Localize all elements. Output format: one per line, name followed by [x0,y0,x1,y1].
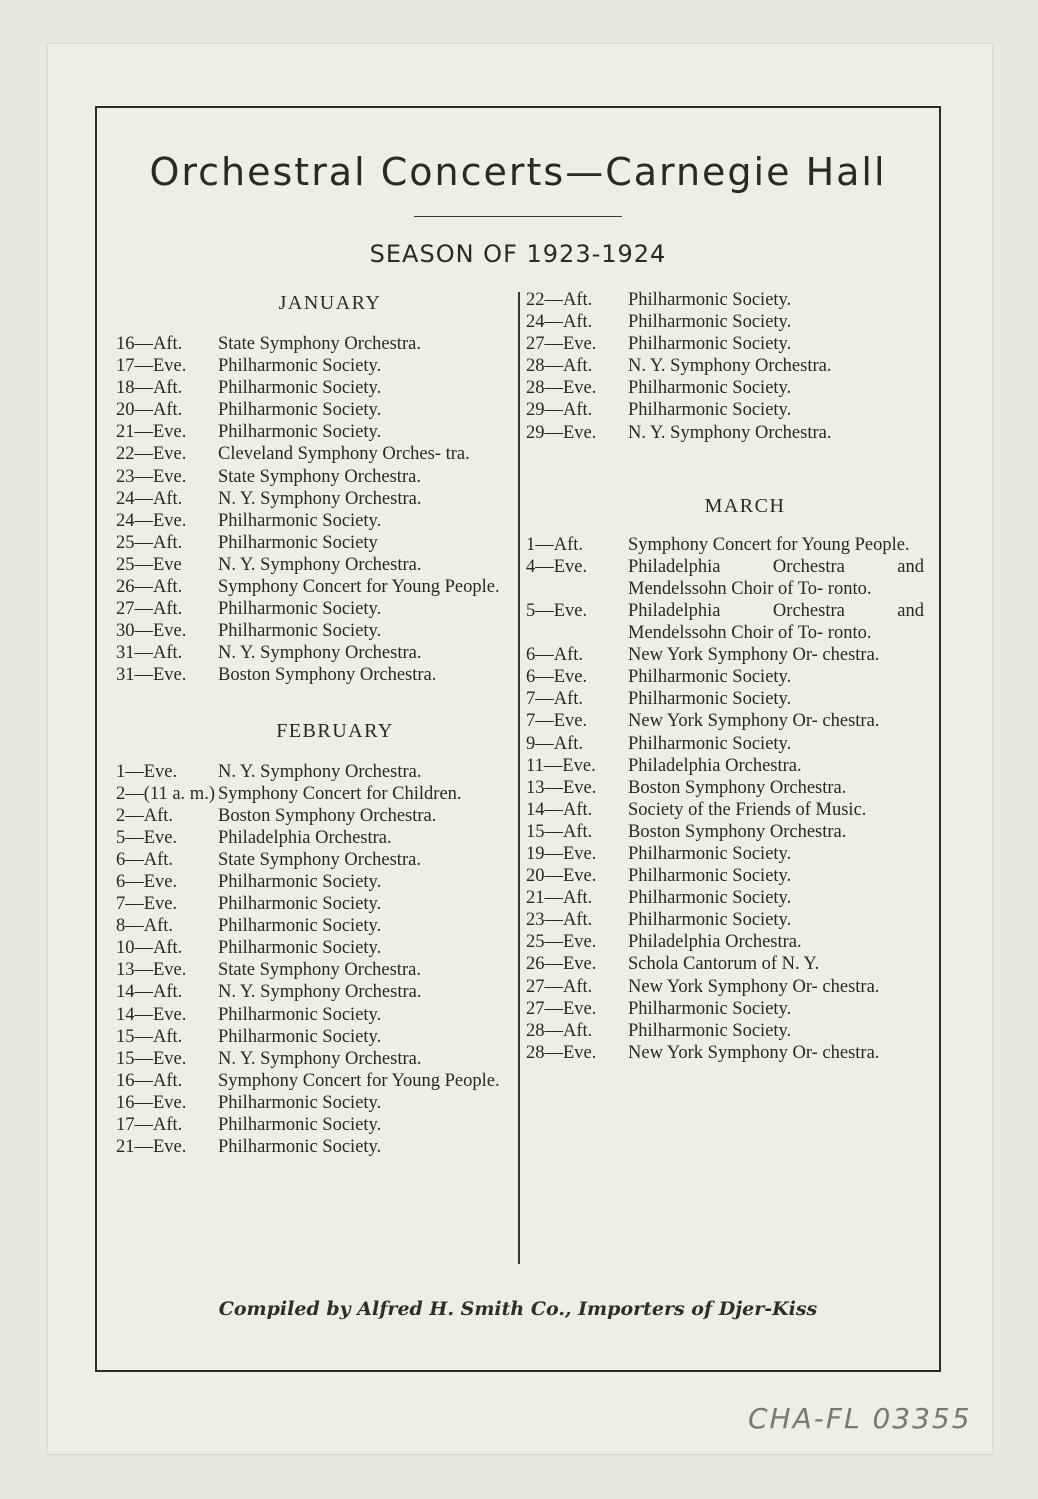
concert-entry [526,799,924,821]
concert-date: 13—Eve. [526,777,597,798]
concert-entry [116,761,514,783]
concert-entry [526,821,924,843]
concert-entry [526,710,924,732]
concert-entry [526,311,924,333]
concert-date: 22—Aft. [526,290,593,310]
concert-orchestra: Symphony Concert for Young People. [218,577,500,598]
concert-entry [526,644,924,666]
concert-entry [116,399,514,421]
concert-date: 27—Eve. [526,998,597,1019]
concert-orchestra: Philharmonic Society. [218,378,382,399]
concert-date: 26—Eve. [526,954,597,975]
concert-date: 2—Aft. [116,805,174,826]
concert-entry [116,893,514,915]
concert-orchestra: Philadelphia Orchestra and Mendelssohn Choir of To- ronto. [628,600,924,644]
concert-entry [116,805,514,827]
concert-orchestra: N. Y. Symphony Orchestra. [218,643,422,664]
month-march: MARCH [704,494,786,517]
concert-entry [116,937,514,959]
concert-entry [526,1020,924,1042]
concert-orchestra: Philharmonic Society. [628,910,792,931]
concert-orchestra: Symphony Concert for Young People. [218,1070,500,1091]
concert-entry [526,534,924,556]
concert-orchestra: Philharmonic Society. [628,866,792,887]
concert-orchestra: Philharmonic Society. [628,400,792,421]
title-rule [414,216,622,217]
right-column [526,289,924,1064]
concert-entry [116,1070,514,1092]
concert-entry [116,642,514,664]
concert-entry [526,556,924,600]
concert-entry [526,333,924,355]
concert-entry [526,843,924,865]
concert-date: 14—Aft. [116,982,183,1003]
concert-date: 1—Eve. [116,761,178,782]
concert-orchestra: Philharmonic Society. [218,871,382,892]
concert-date: 21—Eve. [116,1137,187,1158]
concert-date: 11—Eve. [526,755,596,776]
concert-entry [526,953,924,975]
concert-orchestra: Philharmonic Society. [218,1004,382,1025]
concert-entry [116,333,514,355]
concert-date: 20—Eve. [526,866,597,887]
concert-orchestra: Philharmonic Society. [628,843,792,864]
concert-entry [116,466,514,488]
concert-orchestra: Philadelphia Orchestra. [218,827,392,848]
concert-orchestra: Philharmonic Society. [628,290,792,310]
february-list-left [116,761,514,1159]
concert-entry [526,887,924,909]
concert-date: 17—Aft. [116,1115,183,1135]
concert-date: 13—Eve. [116,960,187,981]
concert-date: 23—Eve. [116,466,187,487]
concert-entry [526,600,924,644]
concert-orchestra: State Symphony Orchestra. [218,466,421,487]
concert-orchestra: Philharmonic Society. [628,312,792,333]
concert-orchestra: New York Symphony Or- chestra. [628,1042,880,1063]
left-column [116,333,514,1158]
concert-date: 28—Aft. [526,356,593,377]
concert-entry [116,959,514,981]
concert-orchestra: Philharmonic Society. [628,733,792,754]
concert-orchestra: Society of the Friends of Music. [628,799,867,820]
concert-date: 6—Aft. [526,645,584,666]
concert-date: 28—Aft. [526,1020,593,1041]
concert-orchestra: N. Y. Symphony Orchestra. [218,488,422,509]
concert-entry [116,620,514,642]
concert-entry [526,355,924,377]
concert-orchestra: Philharmonic Society. [628,888,792,909]
concert-orchestra: Philharmonic Society. [628,378,792,399]
concert-date: 10—Aft. [116,938,183,959]
concert-date: 21—Eve. [116,422,187,443]
concert-orchestra: Philharmonic Society. [218,1026,382,1047]
concert-date: 25—Aft. [116,532,183,553]
concert-date: 6—Aft. [116,849,174,870]
concert-entry [526,289,924,311]
concert-orchestra: N. Y. Symphony Orchestra. [218,554,422,575]
concert-date: 8—Aft. [116,916,174,937]
concert-entry [116,1136,514,1158]
month-february: FEBRUARY [276,719,394,742]
concert-date: 29—Aft. [526,400,593,421]
footer-credit: Compiled by Alfred H. Smith Co., Importers of Djer-Kiss [218,1298,818,1320]
concert-orchestra: New York Symphony Or- chestra. [628,711,880,732]
concert-orchestra: Boston Symphony Orchestra. [628,777,847,798]
concert-date: 25—Eve. [526,932,597,953]
concert-orchestra: Philharmonic Society. [218,621,382,642]
concert-date: 6—Eve. [116,871,178,892]
concert-date: 14—Eve. [116,1004,187,1025]
concert-orchestra: Symphony Concert for Children. [218,783,462,804]
concert-date: 16—Aft. [116,334,183,354]
concert-date: 29—Eve. [526,422,597,443]
concert-date: 24—Aft. [526,312,593,333]
concert-date: 26—Aft. [116,577,183,598]
concert-date: 28—Eve. [526,1042,597,1063]
concert-entry [526,998,924,1020]
concert-orchestra: Philharmonic Society. [218,356,382,377]
concert-orchestra: N. Y. Symphony Orchestra. [218,761,422,782]
concert-orchestra: Philadelphia Orchestra. [628,755,802,776]
concert-date: 21—Aft. [526,888,593,909]
concert-orchestra: Philharmonic Society. [218,422,382,443]
concert-date: 31—Eve. [116,665,187,686]
concert-date: 20—Aft. [116,400,183,421]
concert-date: 24—Eve. [116,510,187,531]
concert-entry [116,355,514,377]
concert-entry [526,976,924,998]
concert-orchestra: Boston Symphony Orchestra. [218,665,437,686]
concert-date: 7—Eve. [116,894,178,915]
concert-orchestra: N. Y. Symphony Orchestra. [628,422,832,443]
month-january: JANUARY [278,292,382,314]
concert-orchestra: Boston Symphony Orchestra. [628,821,847,842]
concert-entry [116,915,514,937]
concert-entry [116,598,514,620]
concert-entry [526,666,924,688]
concert-entry [116,783,514,805]
concert-entry [526,909,924,931]
catalog-number: CHA-FL 03355 [748,1402,972,1435]
concert-orchestra: New York Symphony Or- chestra. [628,645,880,666]
concert-entry [526,755,924,777]
concert-entry [526,422,924,444]
concert-date: 14—Aft. [526,799,593,820]
concert-orchestra: N. Y. Symphony Orchestra. [218,982,422,1003]
concert-date: 4—Eve. [526,556,588,577]
concert-date: 15—Eve. [116,1048,187,1069]
concert-date: 2—(11 a. m.) [116,783,215,804]
february-list-right [526,289,924,444]
concert-orchestra: Philharmonic Society. [218,1137,382,1158]
concert-entry [526,377,924,399]
concert-date: 16—Eve. [116,1092,187,1113]
concert-date: 30—Eve. [116,621,187,642]
concert-entry [116,1114,514,1136]
concert-entry [116,377,514,399]
concert-entry [116,1092,514,1114]
concert-entry [116,1048,514,1070]
january-list [116,333,514,687]
season-heading: SEASON OF 1923-1924 [369,240,667,268]
concert-date: 9—Aft. [526,733,584,754]
concert-entry [116,532,514,554]
concert-entry [116,554,514,576]
concert-entry [526,1042,924,1064]
concert-orchestra: New York Symphony Or- chestra. [628,976,880,997]
concert-date: 22—Eve. [116,444,187,465]
concert-orchestra: Philharmonic Society. [218,938,382,959]
concert-entry [116,443,514,465]
page-title: Orchestral Concerts—Carnegie Hall [149,150,887,194]
concert-orchestra: Philharmonic Society. [628,998,792,1019]
concert-entry [526,399,924,421]
concert-date: 1—Aft. [526,534,584,555]
concert-orchestra: State Symphony Orchestra. [218,849,421,870]
concert-entry [526,688,924,710]
march-list [526,534,924,1064]
concert-date: 15—Aft. [116,1026,183,1047]
concert-orchestra: Philharmonic Society [218,532,378,553]
concert-date: 16—Aft. [116,1070,183,1091]
concert-orchestra: Philharmonic Society. [218,599,382,620]
concert-entry [116,871,514,893]
concert-orchestra: Philharmonic Society. [218,1115,382,1135]
concert-entry [116,488,514,510]
concert-date: 5—Eve. [116,827,178,848]
concert-entry [116,827,514,849]
concert-entry [526,777,924,799]
concert-date: 6—Eve. [526,667,588,688]
concert-orchestra: Schola Cantorum of N. Y. [628,954,820,975]
concert-date: 7—Eve. [526,711,588,732]
concert-orchestra: N. Y. Symphony Orchestra. [218,1048,422,1069]
concert-orchestra: Philharmonic Society. [628,667,792,688]
concert-orchestra: Philadelphia Orchestra and Mendelssohn Choir of To- ronto. [628,556,924,599]
concert-orchestra: Cleveland Symphony Orches- tra. [218,444,470,465]
concert-orchestra: Philharmonic Society. [218,510,382,531]
concert-orchestra: Philharmonic Society. [218,916,382,937]
concert-orchestra: Boston Symphony Orchestra. [218,805,437,826]
concert-date: 25—Eve [116,554,182,575]
concert-date: 28—Eve. [526,378,597,399]
concert-date: 18—Aft. [116,378,183,399]
concert-orchestra: Philharmonic Society. [628,1020,792,1041]
concert-entry [116,576,514,598]
concert-entry [526,733,924,755]
concert-entry [116,664,514,686]
concert-orchestra: Philharmonic Society. [628,334,792,355]
concert-orchestra: Philharmonic Society. [218,400,382,421]
concert-orchestra: N. Y. Symphony Orchestra. [628,356,832,377]
concert-entry [116,981,514,1003]
concert-orchestra: Philharmonic Society. [218,1092,382,1113]
concert-date: 27—Aft. [116,599,183,620]
column-divider [518,292,520,1264]
concert-orchestra: Philadelphia Orchestra. [628,932,802,953]
concert-date: 7—Aft. [526,689,584,710]
concert-entry [116,510,514,532]
concert-date: 31—Aft. [116,643,183,664]
concert-date: 27—Aft. [526,976,593,997]
concert-date: 17—Eve. [116,356,187,377]
concert-orchestra: State Symphony Orchestra. [218,960,421,981]
concert-date: 27—Eve. [526,334,597,355]
concert-orchestra: Symphony Concert for Young People. [628,534,910,555]
concert-orchestra: State Symphony Orchestra. [218,334,421,354]
concert-date: 5—Eve. [526,600,588,621]
concert-entry [116,849,514,871]
concert-date: 15—Aft. [526,821,593,842]
concert-entry [526,931,924,953]
concert-date: 19—Eve. [526,843,597,864]
concert-orchestra: Philharmonic Society. [628,689,792,710]
concert-date: 23—Aft. [526,910,593,931]
concert-entry [116,1004,514,1026]
concert-entry [526,865,924,887]
concert-orchestra: Philharmonic Society. [218,894,382,915]
concert-entry [116,421,514,443]
concert-date: 24—Aft. [116,488,183,509]
concert-entry [116,1026,514,1048]
